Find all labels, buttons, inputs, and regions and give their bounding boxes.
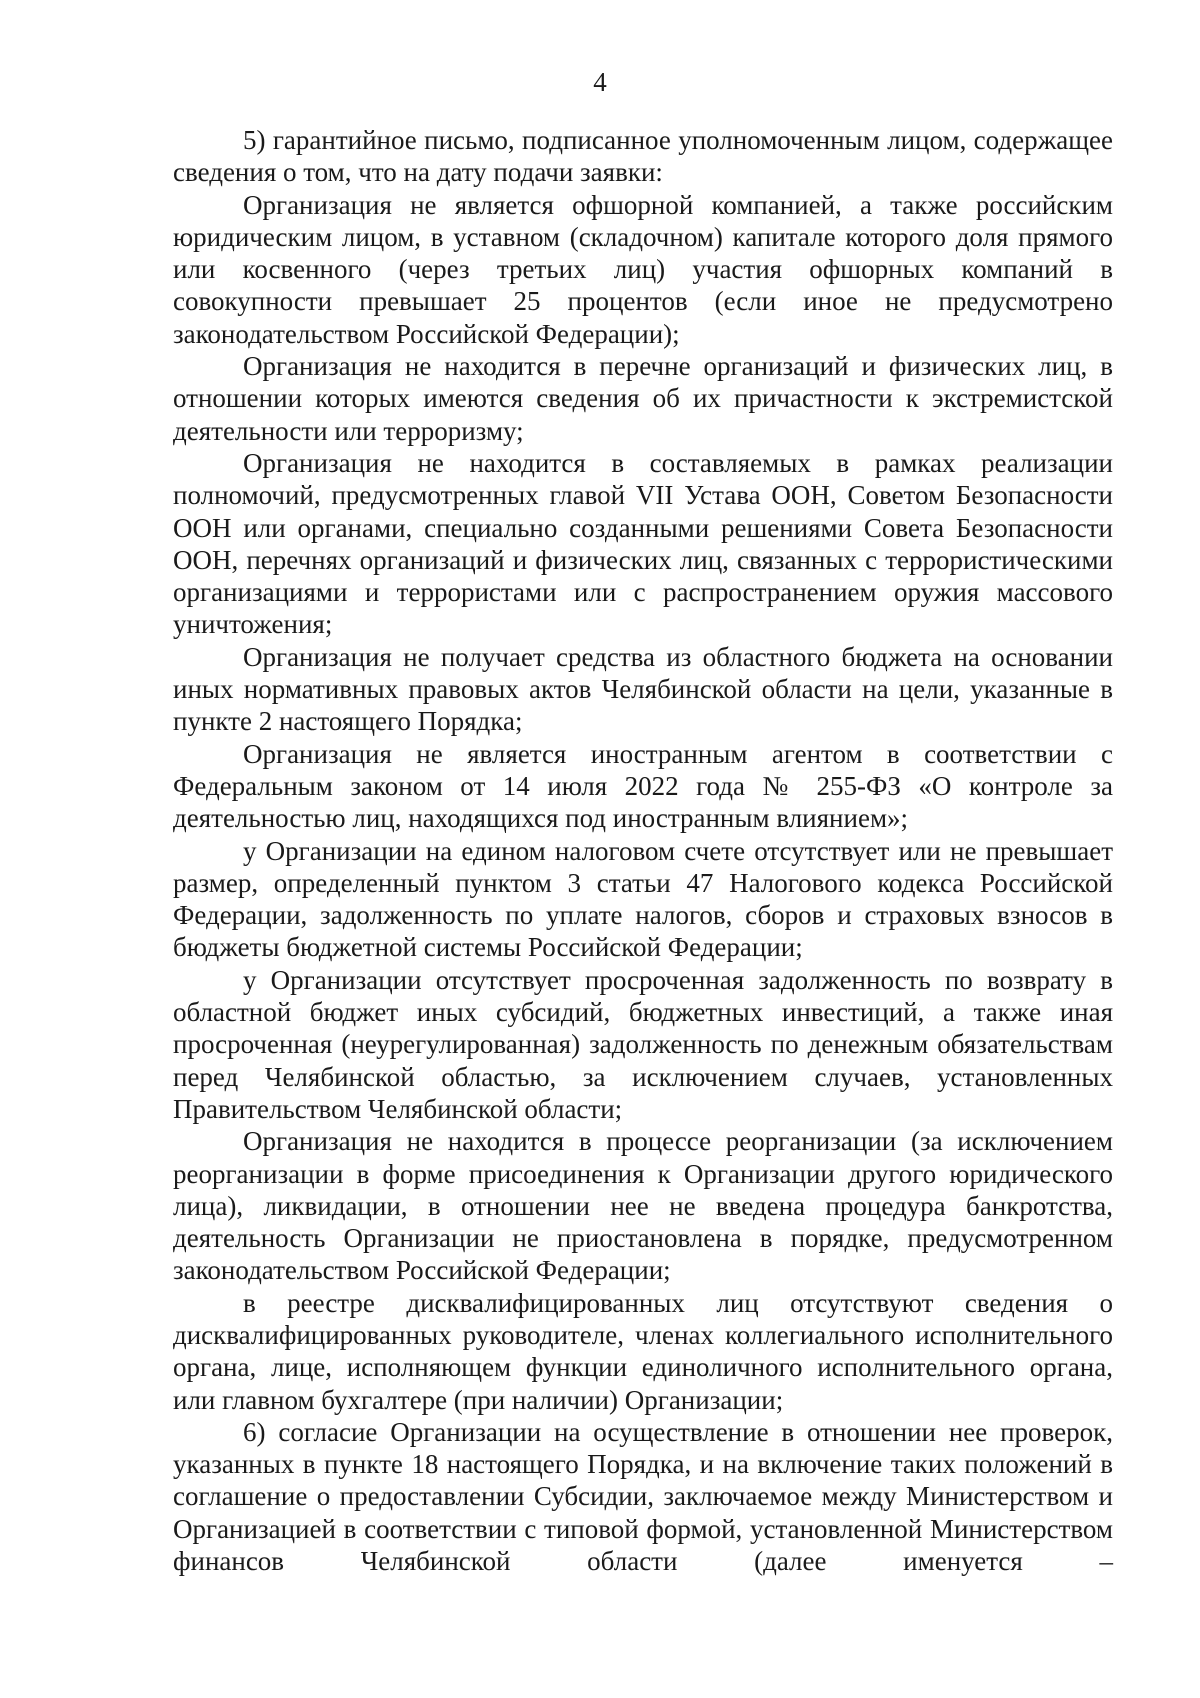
paragraph-offshore: Организация не является офшорной компанией, а также российским юридическим лицом, в уставном (складочном) капитале которого доля прямого или косвенного (через третьих лиц) участия офшорных компаний в совокупности превышает 25 процентов (если иное не предусмотрено законодательством Российской Федерации);: [173, 189, 1113, 349]
paragraph-reorganization: Организация не находится в процессе реорганизации (за исключением реорганизации в форме присоединения к Организации другого юридического лица), ликвидации, в отношении нее не введена процедура банкротства, деятельность Организации не приостановлена в порядке, предусмотренном законодательством Российской Федерации;: [173, 1126, 1113, 1286]
paragraph-audit-consent: 6) согласие Организации на осуществление в отношении нее проверок, указанных в пункте 18 настоящего Порядка, и на включение таких положений в соглашение о предоставлении Субсидии, заключаемое между Министерством и Организацией в соответствии с типовой формой, установленной Министерством финансов Челябинской области (далее именуется –: [173, 1416, 1113, 1577]
paragraph-un-lists: Организация не находится в составляемых в рамках реализации полномочий, предусмотренных главой VII Устава ООН, Советом Безопасности ООН или органами, специально созданными решениями Совета Безопасности ООН, перечнях организаций и физических лиц, связанных с террористическими организациями и террористами или с распространением оружия массового уничтожения;: [173, 447, 1113, 640]
page-number: 4: [593, 67, 607, 97]
paragraph-tax-account: у Организации на едином налоговом счете отсутствует или не превышает размер, определенный пунктом 3 статьи 47 Налогового кодекса Российской Федерации, задолженность по уплате налогов, сборов и страховых взносов в бюджеты бюджетной системы Российской Федерации;: [173, 835, 1113, 963]
paragraph-overdue-debt: у Организации отсутствует просроченная задолженность по возврату в областной бюджет иных субсидий, бюджетных инвестиций, а также иная просроченная (неурегулированная) задолженность по денежным обязательствам перед Челябинской областью, за исключением случаев, установленных Правительством Челябинской области;: [173, 964, 1113, 1124]
paragraph-disqualified-persons: в реестре дисквалифицированных лиц отсутствуют сведения о дисквалифицированных руководителе, членах коллегиального исполнительного органа, лице, исполняющем функции единоличного исполнительного органа, или главном бухгалтере (при наличии) Организации;: [173, 1287, 1113, 1415]
paragraph-guarantee-letter: 5) гарантийное письмо, подписанное уполномоченным лицом, содержащее сведения о том, что на дату подачи заявки:: [173, 125, 1113, 188]
paragraph-foreign-agent: Организация не является иностранным агентом в соответствии с Федеральным законом от 14 июля 2022 года № 255-ФЗ «О контроле за деятельностью лиц, находящихся под иностранным влиянием»;: [173, 738, 1113, 834]
document-body: [173, 124, 1113, 1577]
paragraph-regional-budget: Организация не получает средства из областного бюджета на основании иных нормативных правовых актов Челябинской области на цели, указанные в пункте 2 настоящего Порядка;: [173, 641, 1113, 737]
paragraph-extremism-list: Организация не находится в перечне организаций и физических лиц, в отношении которых имеются сведения об их причастности к экстремистской деятельности или терроризму;: [173, 351, 1113, 446]
